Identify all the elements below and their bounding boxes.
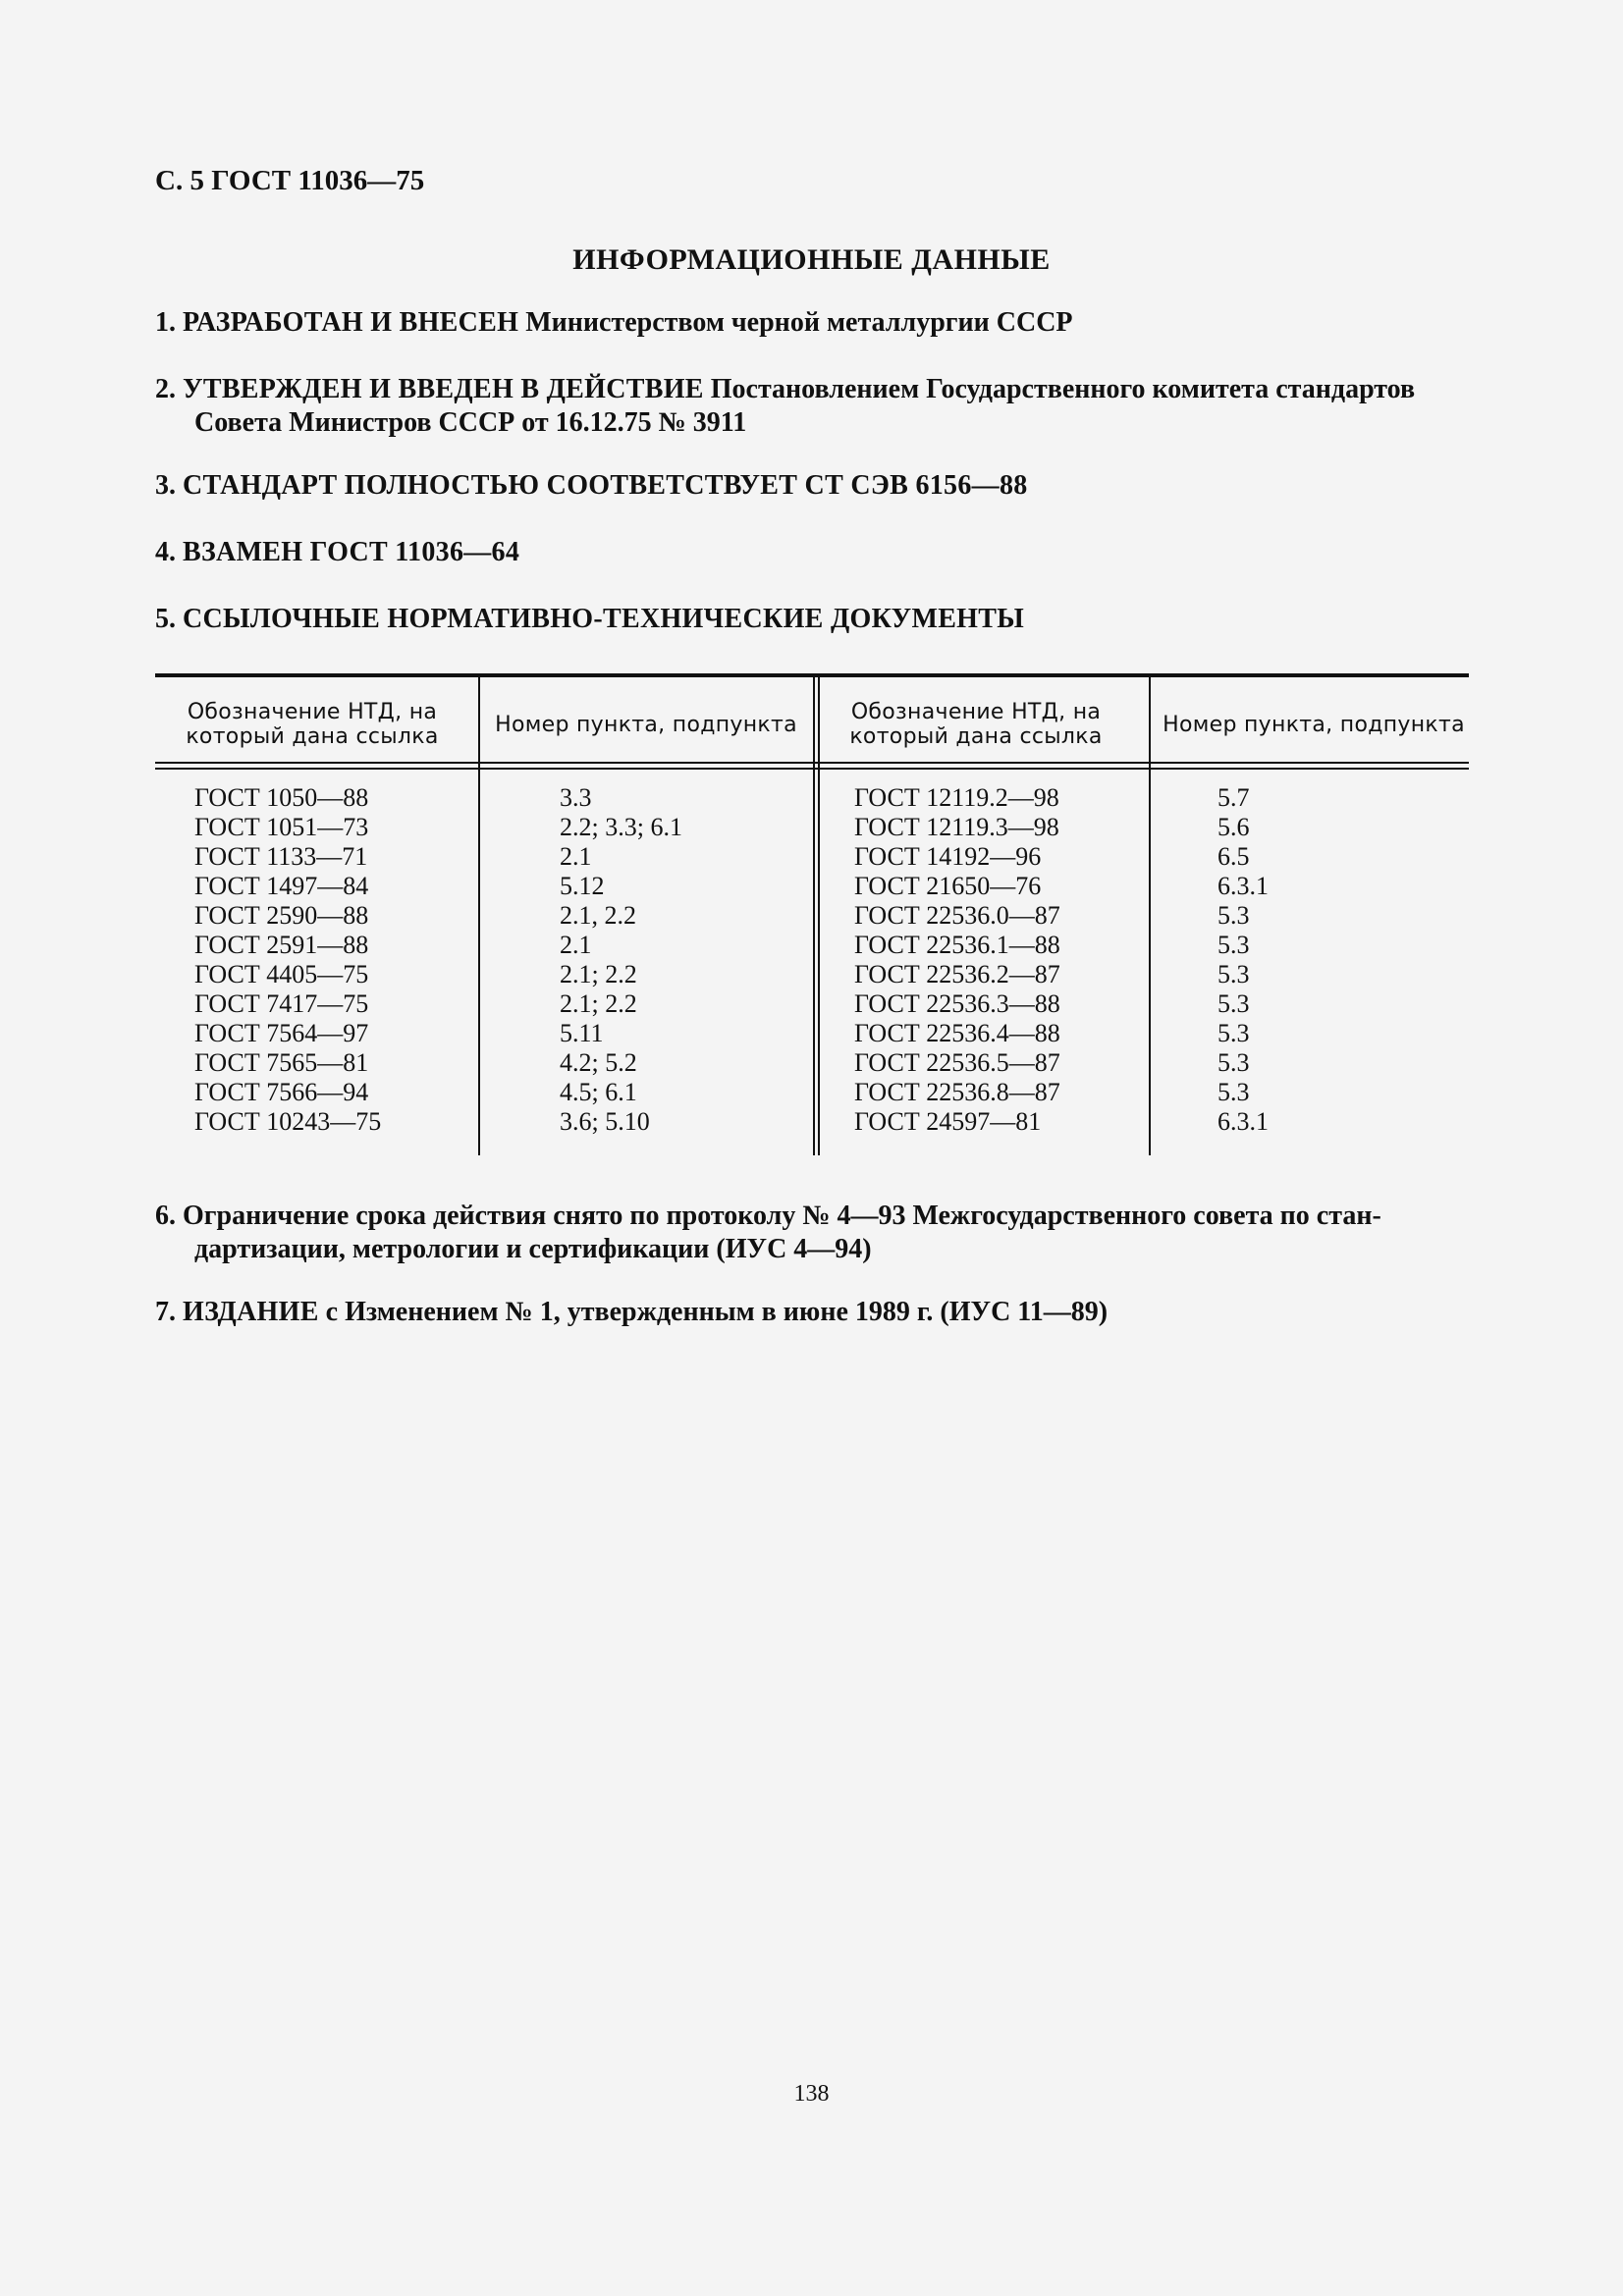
item-number: 6. (155, 1201, 176, 1231)
info-item-2 (155, 373, 1471, 440)
page-number: 138 (793, 2081, 830, 2107)
table-cell-doc: ГОСТ 22536.4—88 (854, 1019, 1060, 1047)
table-cell-doc: ГОСТ 2591—88 (194, 931, 369, 959)
right-clause-column (1217, 783, 1269, 1137)
column-divider (478, 677, 480, 1155)
item-number: 4. (155, 537, 176, 567)
table-cell-clause: 2.2; 3.3; 6.1 (560, 813, 682, 841)
table-cell-clause: 5.3 (1217, 1048, 1250, 1077)
table-cell-doc: ГОСТ 12119.2—98 (854, 783, 1059, 812)
table-cell-clause: 2.1, 2.2 (560, 901, 636, 930)
item-text-continued: дартизации, метрологии и сертификации (ИУС 4—94) (194, 1234, 872, 1264)
info-item-4 (155, 536, 1471, 569)
table-cell-clause: 2.1 (560, 842, 592, 871)
table-cell-doc: ГОСТ 14192—96 (854, 842, 1042, 871)
table-cell-clause: 3.3 (560, 783, 592, 812)
page-header: С. 5 ГОСТ 11036—75 (155, 165, 425, 196)
table-cell-clause: 2.1; 2.2 (560, 989, 637, 1018)
table-cell-doc: ГОСТ 22536.5—87 (854, 1048, 1060, 1077)
item-text: Ограничение срока действия снято по протоколу № 4—93 Межгосударственного совета по стан- (183, 1201, 1381, 1231)
table-cell-clause: 3.6; 5.10 (560, 1107, 650, 1136)
table-cell-doc: ГОСТ 1050—88 (194, 783, 369, 812)
table-cell-clause: 6.3.1 (1217, 1107, 1269, 1136)
item-number: 3. (155, 470, 176, 501)
header-clause-left: Номер пункта, подпункта (495, 712, 797, 737)
table-cell-doc: ГОСТ 22536.3—88 (854, 989, 1060, 1018)
table-cell-clause: 5.7 (1217, 783, 1250, 812)
info-item-6 (155, 1200, 1471, 1266)
item-caps: ССЫЛОЧНЫЕ НОРМАТИВНО-ТЕХНИЧЕСКИЕ ДОКУМЕНТЫ (183, 604, 1025, 634)
table-cell-doc: ГОСТ 2590—88 (194, 901, 369, 930)
column-divider-double (818, 677, 820, 1155)
table-cell-doc: ГОСТ 1133—71 (194, 842, 368, 871)
item-number: 1. (155, 307, 176, 338)
info-item-5 (155, 603, 1471, 636)
table-cell-doc: ГОСТ 7417—75 (194, 989, 369, 1018)
table-cell-clause: 2.1 (560, 931, 592, 959)
item-caps: ИЗДАНИЕ (183, 1297, 319, 1327)
item-number: 5. (155, 604, 176, 634)
table-cell-clause: 5.11 (560, 1019, 604, 1047)
table-cell-doc: ГОСТ 10243—75 (194, 1107, 382, 1136)
column-divider (1149, 677, 1151, 1155)
right-doc-column (854, 783, 1060, 1137)
table-cell-doc: ГОСТ 1051—73 (194, 813, 369, 841)
header-doc-left: Обозначение НТД, на который дана ссылка (186, 700, 439, 749)
left-clause-column (560, 783, 682, 1137)
table-cell-clause: 5.3 (1217, 1078, 1250, 1106)
table-cell-doc: ГОСТ 12119.3—98 (854, 813, 1059, 841)
item-caps: РАЗРАБОТАН И ВНЕСЕН (183, 307, 519, 338)
table-cell-doc: ГОСТ 21650—76 (854, 872, 1042, 900)
table-cell-doc: ГОСТ 22536.0—87 (854, 901, 1060, 930)
table-cell-doc: ГОСТ 7564—97 (194, 1019, 369, 1047)
table-cell-clause: 5.3 (1217, 931, 1250, 959)
left-doc-column (194, 783, 381, 1137)
table-cell-clause: 5.12 (560, 872, 605, 900)
table-cell-doc: ГОСТ 7566—94 (194, 1078, 369, 1106)
item-text: Министерством черной металлургии СССР (525, 307, 1073, 338)
item-caps: ВЗАМЕН ГОСТ 11036—64 (183, 537, 520, 567)
table-cell-clause: 5.3 (1217, 1019, 1250, 1047)
table-cell-clause: 6.3.1 (1217, 872, 1269, 900)
item-text: с Изменением № 1, утвержденным в июне 1989 г. (ИУС 11—89) (325, 1297, 1109, 1327)
table-cell-doc: ГОСТ 7565—81 (194, 1048, 369, 1077)
item-number: 2. (155, 374, 176, 404)
item-number: 7. (155, 1297, 176, 1327)
table-cell-clause: 5.3 (1217, 989, 1250, 1018)
info-item-3 (155, 469, 1471, 503)
item-text-continued: Совета Министров СССР от 16.12.75 № 3911 (194, 407, 747, 438)
reference-table (155, 673, 1469, 1155)
table-cell-clause: 5.3 (1217, 901, 1250, 930)
table-cell-clause: 5.6 (1217, 813, 1250, 841)
table-cell-clause: 6.5 (1217, 842, 1250, 871)
table-cell-doc: ГОСТ 22536.8—87 (854, 1078, 1060, 1106)
header-rule-bottom (155, 768, 1469, 770)
table-cell-doc: ГОСТ 22536.2—87 (854, 960, 1060, 988)
table-cell-clause: 5.3 (1217, 960, 1250, 988)
table-cell-clause: 4.5; 6.1 (560, 1078, 637, 1106)
table-cell-doc: ГОСТ 1497—84 (194, 872, 369, 900)
item-text: Постановлением Государственного комитета стандартов (710, 374, 1416, 404)
column-divider-double (813, 677, 815, 1155)
header-doc-right: Обозначение НТД, на который дана ссылка (849, 700, 1103, 749)
table-cell-doc: ГОСТ 24597—81 (854, 1107, 1042, 1136)
header-clause-right: Номер пункта, подпункта (1163, 712, 1465, 737)
item-caps: СТАНДАРТ ПОЛНОСТЬЮ СООТВЕТСТВУЕТ СТ СЭВ 6156—88 (183, 470, 1028, 501)
item-caps: УТВЕРЖДЕН И ВВЕДЕН В ДЕЙСТВИЕ (183, 374, 704, 404)
table-cell-doc: ГОСТ 22536.1—88 (854, 931, 1060, 959)
table-cell-doc: ГОСТ 4405—75 (194, 960, 369, 988)
info-item-7 (155, 1296, 1471, 1329)
document-title: ИНФОРМАЦИОННЫЕ ДАННЫЕ (572, 243, 1051, 276)
info-item-1 (155, 306, 1471, 340)
table-cell-clause: 2.1; 2.2 (560, 960, 637, 988)
table-cell-clause: 4.2; 5.2 (560, 1048, 637, 1077)
